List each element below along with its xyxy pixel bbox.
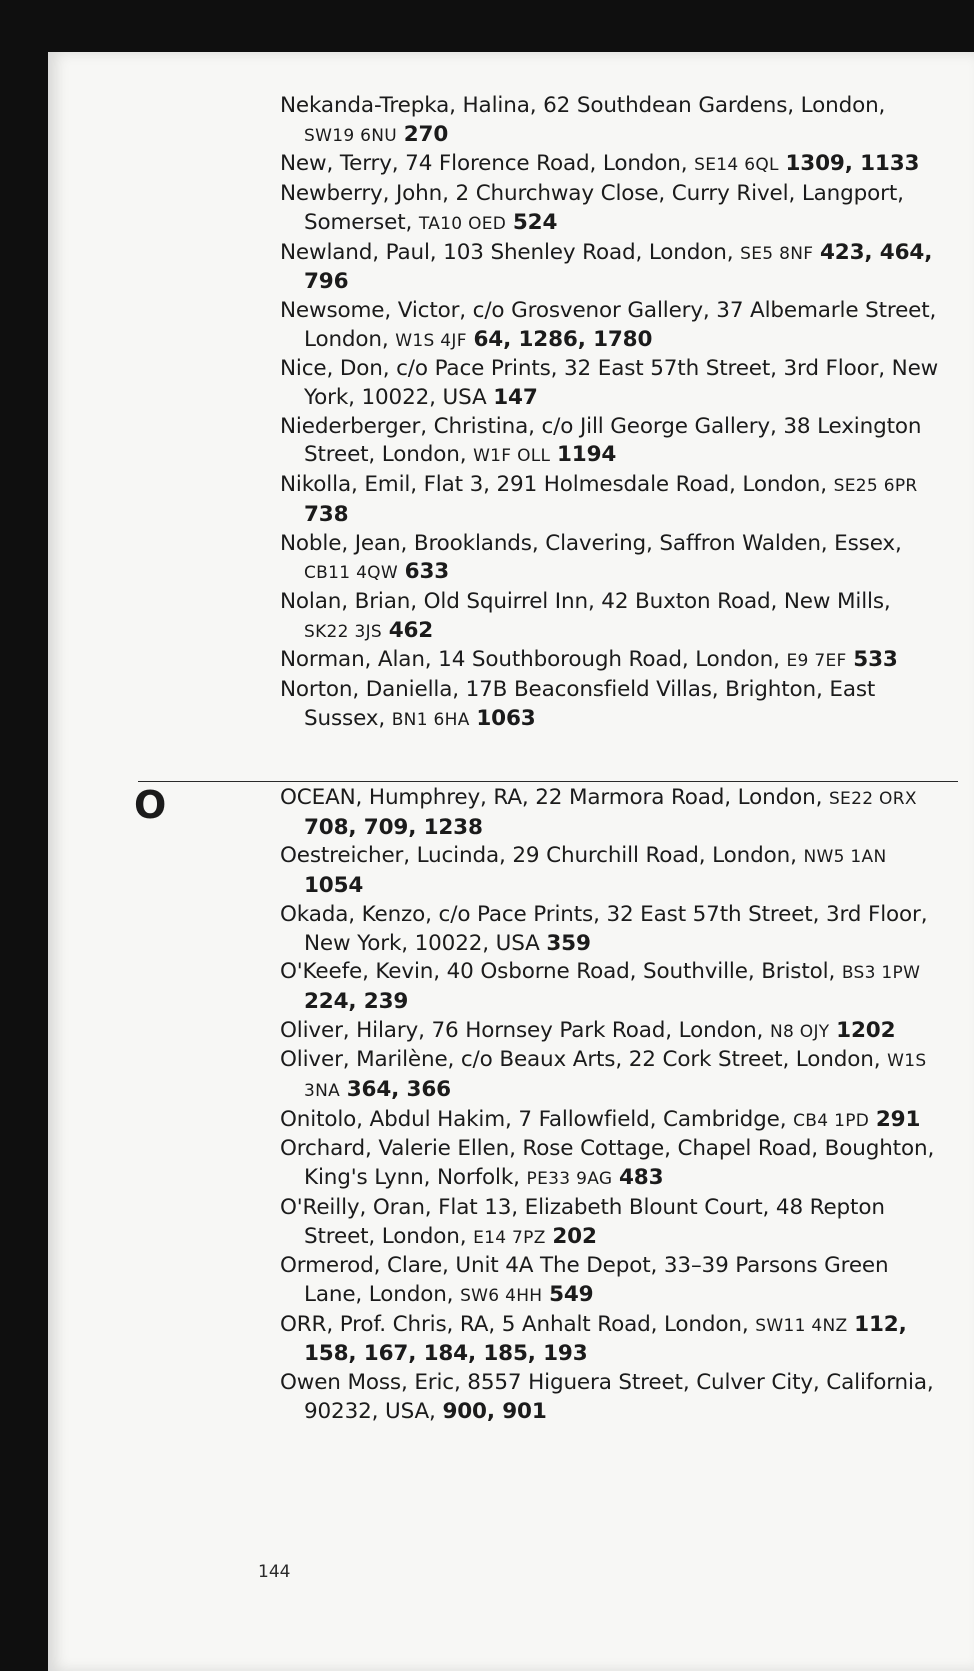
entry-postcode: CB4 1PD [793,1110,870,1131]
entry-page-refs: 423, 464, 796 [304,239,933,295]
index-entry [280,1369,940,1426]
index-entry [280,901,940,958]
entry-postcode: W1S 3NA [304,1051,927,1102]
index-entry [280,1106,940,1136]
entry-text: Norman, Alan, 14 Southborough Road, London, [280,647,787,673]
index-entry [280,1017,940,1047]
index-entry [280,239,940,297]
entry-postcode: SK22 3JS [304,621,382,642]
index-entry [280,413,940,471]
index-entry [280,842,940,900]
entry-page-refs: 483 [618,1165,664,1191]
index-entry [280,297,940,355]
entry-page-refs: 202 [552,1223,597,1249]
entry-text: Orchard, Valerie Ellen, Rose Cottage, Chapel Road, Boughton, King's Lynn, Norfolk, [280,1136,935,1191]
index-entry [280,530,940,588]
entry-page-refs: 1194 [557,442,617,468]
entry-text: Noble, Jean, Brooklands, Clavering, Saffron Walden, Essex, [280,530,902,556]
entry-page-refs: 524 [512,209,558,235]
n-section-entries [280,92,940,734]
entry-text: Newberry, John, 2 Churchway Close, Curry Rivel, Langport, Somerset, [280,181,904,235]
entry-postcode: CB11 4QW [304,563,398,584]
entry-text: Okada, Kenzo, c/o Pace Prints, 32 East 57th Street, 3rd Floor, New York, 10022, USA [280,901,928,956]
entry-text: Onitolo, Abdul Hakim, 7 Fallowfield, Cambridge, [280,1106,794,1132]
entry-text: O'Keefe, Kevin, 40 Osborne Road, Southville, Bristol, [280,959,842,985]
entry-page-refs: 359 [546,930,591,956]
entry-text: Nekanda-Trepka, Halina, 62 Southdean Gardens, London, [280,93,886,118]
entry-text: Owen Moss, Eric, 8557 Higuera Street, Culver City, California, 90232, USA, [280,1370,934,1424]
page-number: 144 [258,1562,291,1582]
index-entry [280,1194,940,1252]
entry-text: Newsome, Victor, c/o Grosvenor Gallery, 37 Albemarle Street, London, [280,297,937,352]
section-letter-o: O [134,783,167,827]
entry-text: Newland, Paul, 103 Shenley Road, London, [280,239,741,265]
entry-postcode: SW19 6NU [304,125,398,146]
entry-page-refs: 224, 239 [304,988,409,1014]
index-entry [280,1311,940,1369]
entry-page-refs: 549 [549,1281,594,1307]
entry-postcode: SE5 8NF [740,243,814,264]
entry-page-refs: 291 [875,1106,921,1132]
index-entry [280,958,940,1016]
entry-text: Oliver, Marilène, c/o Beaux Arts, 22 Cork Street, London, [280,1047,888,1073]
entry-page-refs: 708, 709, 1238 [304,814,483,840]
entry-page-refs: 462 [388,617,434,643]
index-entry [280,180,940,238]
entry-postcode: SW6 4HH [460,1285,543,1306]
entry-postcode: TA10 OED [418,213,507,234]
index-entry [280,471,940,529]
index-entry [280,355,940,412]
entry-postcode: SW11 4NZ [755,1315,848,1336]
entry-text: Nikolla, Emil, Flat 3, 291 Holmesdale Road, London, [280,472,834,498]
entry-page-refs: 147 [493,385,538,411]
index-entry [280,1046,940,1105]
index-entry [280,646,940,676]
entry-postcode: BN1 6HA [391,709,470,730]
entry-postcode: NW5 1AN [803,847,887,868]
index-entry [280,92,940,150]
book-page [48,52,974,1671]
entry-text: Oestreicher, Lucinda, 29 Churchill Road, London, [280,843,804,869]
entry-page-refs: 738 [304,501,349,527]
entry-page-refs: 112, 158, 167, 184, 185, 193 [304,1311,907,1367]
o-section-entries [280,784,940,1426]
index-entry [280,588,940,646]
entry-postcode: SE14 6QL [694,155,779,176]
section-divider [138,781,958,782]
entry-text: OCEAN, Humphrey, RA, 22 Marmora Road, London, [280,785,829,810]
entry-text: Ormerod, Clare, Unit 4A The Depot, 33–39 Parsons Green Lane, London, [280,1253,889,1307]
entry-page-refs: 1063 [476,705,536,731]
entry-text: ORR, Prof. Chris, RA, 5 Anhalt Road, London, [280,1311,756,1337]
entry-text: O'Reilly, Oran, Flat 13, Elizabeth Blount Court, 48 Repton Street, London, [280,1194,885,1249]
entry-text: Nice, Don, c/o Pace Prints, 32 East 57th Street, 3rd Floor, New York, 10022, USA [280,356,939,411]
entry-page-refs: 900, 901 [442,1398,547,1424]
entry-page-refs: 1202 [836,1017,896,1043]
index-entry [280,676,940,734]
entry-postcode: PE33 9AG [526,1169,613,1190]
entry-postcode: N8 OJY [769,1021,830,1042]
entry-page-refs: 64, 1286, 1780 [473,326,653,352]
entry-page-refs: 533 [853,647,898,673]
entry-page-refs: 1309, 1133 [785,151,920,177]
index-entry [280,150,940,180]
entry-postcode: SE22 ORX [828,789,917,809]
entry-text: Niederberger, Christina, c/o Jill George Gallery, 38 Lexington Street, London, [280,413,922,468]
entry-text: New, Terry, 74 Florence Road, London, [280,151,695,177]
index-entry [280,1252,940,1310]
entry-text: Norton, Daniella, 17B Beaconsfield Villas, Brighton, East Sussex, [280,677,876,731]
entry-page-refs: 633 [404,559,450,585]
entry-text: Oliver, Hilary, 76 Hornsey Park Road, London, [280,1017,770,1043]
entry-postcode: E14 7PZ [473,1227,546,1248]
entry-page-refs: 364, 366 [346,1077,451,1103]
entry-postcode: SE25 6PR [833,476,918,497]
entry-postcode: W1S 4JF [395,330,467,351]
entry-text: Nolan, Brian, Old Squirrel Inn, 42 Buxton Road, New Mills, [280,588,891,614]
entry-postcode: BS3 1PW [841,963,921,984]
index-entry [280,784,940,842]
entry-page-refs: 270 [403,121,449,147]
entry-page-refs: 1054 [304,873,364,899]
index-entry [280,1135,940,1193]
entry-postcode: W1F OLL [473,446,551,467]
entry-postcode: E9 7EF [786,651,847,672]
